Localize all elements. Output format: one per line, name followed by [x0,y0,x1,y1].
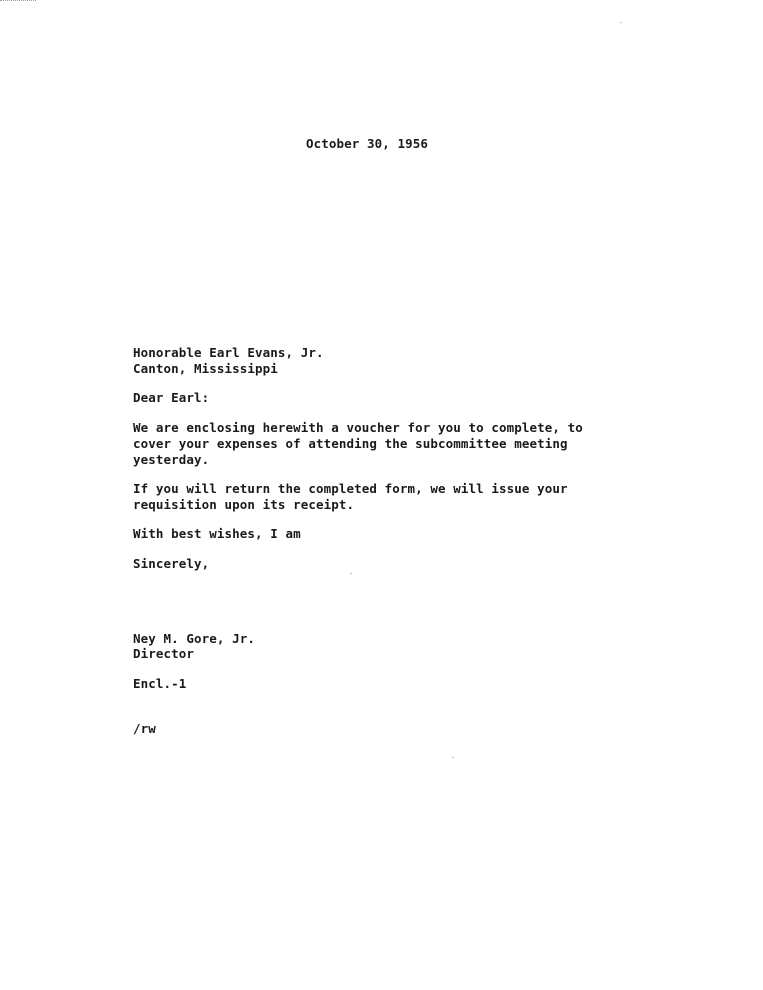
scan-corner-mark [0,0,36,2]
scan-speck [350,573,352,574]
closing: Sincerely, [133,556,210,571]
scan-speck [452,757,454,758]
body-paragraph-1-line-1: We are enclosing herewith a voucher for you to complete, to [133,420,583,435]
signer-title: Director [133,646,195,661]
recipient-name: Honorable Earl Evans, Jr. [133,345,324,360]
body-paragraph-3-line-1: With best wishes, I am [133,526,301,541]
body-paragraph-1-line-2: cover your expenses of attending the subcommittee meeting [133,436,568,451]
recipient-location: Canton, Mississippi [133,361,278,376]
salutation: Dear Earl: [133,390,210,405]
signer-name: Ney M. Gore, Jr. [133,631,256,646]
letter-date: October 30, 1956 [306,136,429,151]
body-paragraph-1-line-3: yesterday. [133,452,210,467]
scan-speck [620,22,622,23]
body-paragraph-2-line-1: If you will return the completed form, we will issue your [133,481,568,496]
enclosure-note: Encl.-1 [133,676,187,691]
body-paragraph-2-line-2: requisition upon its receipt. [133,497,355,512]
reference-initials: /rw [133,721,156,736]
